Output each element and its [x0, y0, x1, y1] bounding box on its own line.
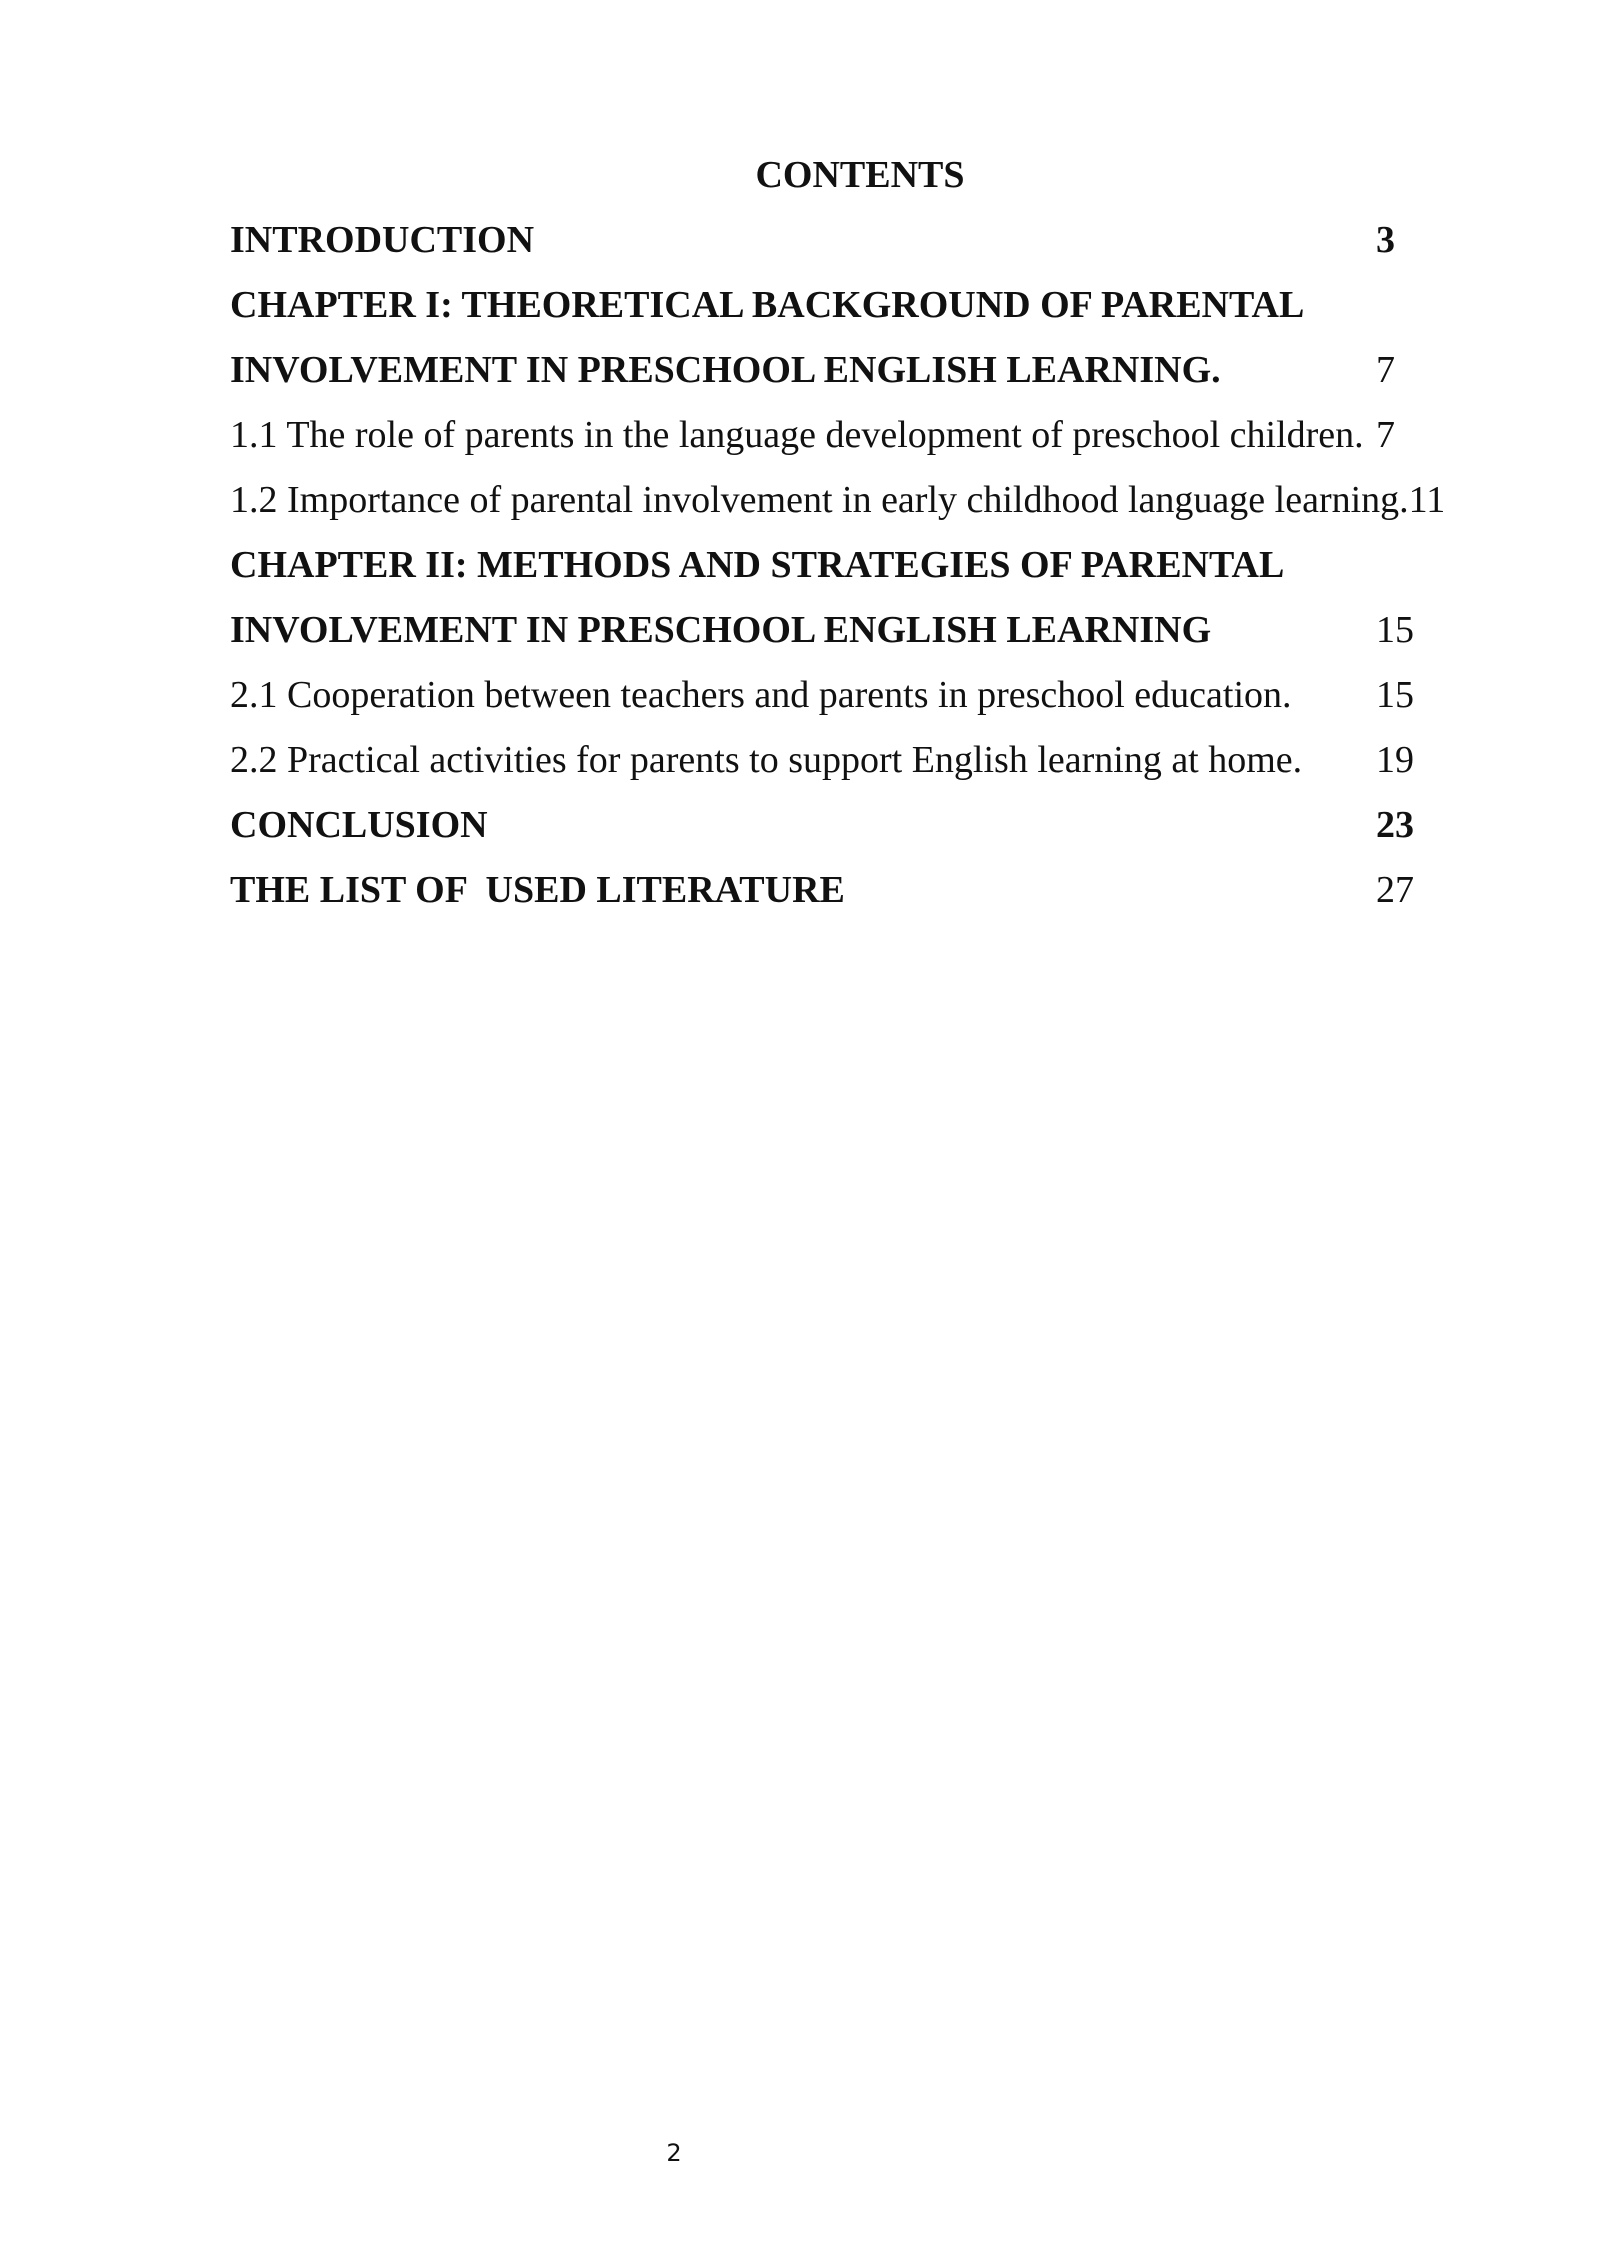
page-number: 2	[666, 2139, 682, 2167]
toc-entry-page: 15	[1376, 674, 1414, 716]
toc-entry-section-2-1[interactable]	[230, 670, 1430, 735]
toc-entry-section-2-2[interactable]	[230, 735, 1430, 800]
toc-entry-page: 27	[1376, 869, 1414, 911]
toc-entry-introduction[interactable]	[230, 215, 1430, 280]
toc-entry-section-1-2[interactable]	[230, 475, 1446, 540]
toc-entry-label: 1.1 The role of parents in the language development of preschool children.	[230, 414, 1364, 456]
toc-entry-page: 15	[1376, 609, 1414, 651]
toc-entry-literature[interactable]	[230, 865, 1430, 930]
toc-entry-label: INVOLVEMENT IN PRESCHOOL ENGLISH LEARNING	[230, 609, 1212, 651]
toc-entry-page: 11	[1408, 479, 1446, 521]
toc-entry-label: CONCLUSION	[230, 804, 488, 846]
toc-entry-page: 3	[1376, 219, 1395, 261]
toc-entry-section-1-1[interactable]	[230, 410, 1430, 475]
toc-entry-chapter-1-line-2[interactable]	[230, 345, 1430, 410]
toc-entry-chapter-1-line-1[interactable]	[230, 280, 1430, 345]
table-of-contents	[230, 215, 1446, 930]
toc-entry-label: 2.1 Cooperation between teachers and parents in preschool education.	[230, 674, 1292, 716]
toc-entry-conclusion[interactable]	[230, 800, 1430, 865]
toc-entry-page: 7	[1376, 349, 1395, 391]
toc-entry-label	[230, 475, 1445, 525]
toc-entry-label: 2.2 Practical activities for parents to support English learning at home.	[230, 739, 1303, 781]
toc-entry-label: INVOLVEMENT IN PRESCHOOL ENGLISH LEARNING.	[230, 349, 1221, 391]
toc-entry-label-text: 1.2 Importance of parental involvement in early childhood language learning.	[230, 479, 1409, 521]
toc-entry-label: CHAPTER II: METHODS AND STRATEGIES OF PARENTAL	[230, 544, 1285, 586]
toc-entry-chapter-2-line-2[interactable]	[230, 605, 1430, 670]
toc-entry-label: INTRODUCTION	[230, 219, 535, 261]
toc-entry-page: 7	[1376, 414, 1395, 456]
toc-entry-label: CHAPTER I: THEORETICAL BACKGROUND OF PARENTAL	[230, 284, 1305, 326]
toc-entry-page: 19	[1376, 739, 1414, 781]
contents-heading: CONTENTS	[755, 154, 965, 196]
toc-entry-label: THE LIST OF USED LITERATURE	[230, 869, 845, 911]
toc-entry-chapter-2-line-1[interactable]	[230, 540, 1430, 605]
toc-entry-page: 23	[1376, 804, 1414, 846]
